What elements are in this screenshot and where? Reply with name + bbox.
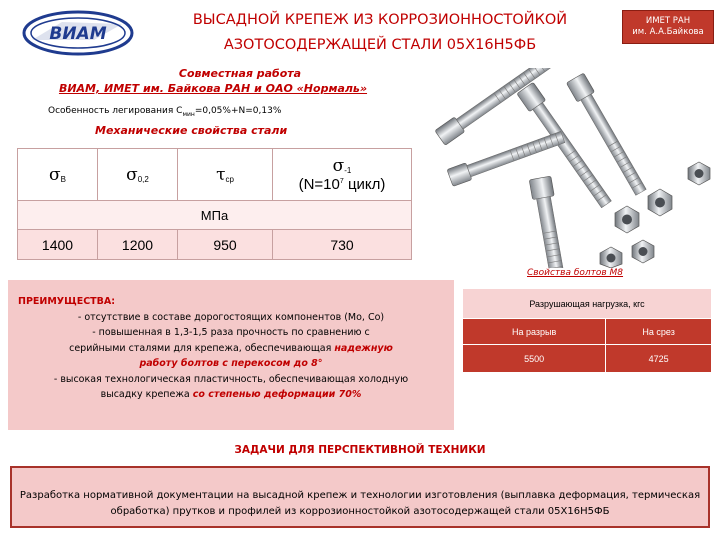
title-line-1: ВЫСАДНОЙ КРЕПЕЖ ИЗ КОРРОЗИОННОСТОЙКОЙ xyxy=(192,12,568,28)
advantage-line-5: - высокая технологическая пластичность, обеспечивающая холодную xyxy=(53,373,409,385)
bolts-photo xyxy=(420,68,720,268)
org-badge xyxy=(622,10,714,44)
tasks-text: Разработка нормативной документации на высадной крепеж и технологии изготовления (выплавка деформация, термическая обработка) прутков и профилей из коррозионностойкой азотосодержащей стали 05Х16Н5ФБ xyxy=(19,490,701,517)
breaking-load-table xyxy=(462,288,712,373)
advantages-title: ПРЕИМУЩЕСТВА: xyxy=(18,296,116,307)
value-sigma-02: 1200 xyxy=(98,230,178,260)
mech-properties-title: Механические свойства стали xyxy=(95,124,288,137)
org-line-1: ИМЕТ РАН xyxy=(645,16,691,26)
advantage-line-2: - повышенная в 1,3-1,5 раза прочность по сравнению с xyxy=(92,327,370,338)
advantages-box xyxy=(8,280,454,430)
load-value-shear: 4725 xyxy=(606,345,712,373)
table-header-row xyxy=(18,149,412,201)
alloy-sub: мин xyxy=(182,110,195,118)
load-col-tension: На разрыв xyxy=(463,319,606,345)
header-tau-sr: $\tau_{ср}$ xyxy=(178,149,273,201)
logo-text: ВИАМ xyxy=(49,24,107,44)
table-values-row xyxy=(18,230,412,260)
advantage-line-1: - отсутствие в составе дорогостоящих компонентов (Mo, Co) xyxy=(77,311,385,323)
alloy-prefix: Особенность легирования С xyxy=(48,106,183,116)
value-sigma-b: 1400 xyxy=(18,230,98,260)
mech-properties-table xyxy=(17,148,412,260)
load-columns-row xyxy=(463,319,712,345)
joint-work-partners: ВИАМ, ИМЕТ им. Байкова РАН и ОАО «Нормаль» xyxy=(58,82,368,95)
load-header-row xyxy=(463,289,712,319)
nut-1 xyxy=(615,206,639,233)
viam-logo xyxy=(22,10,134,56)
tasks-box xyxy=(10,466,710,528)
title-line-2: АЗОТОСОДЕРЖАЩЕЙ СТАЛИ 05Х16Н5ФБ xyxy=(223,37,537,53)
header-sigma-b: $\sigma_В$ xyxy=(18,149,98,201)
tasks-title: ЗАДАЧИ ДЛЯ ПЕРСПЕКТИВНОЙ ТЕХНИКИ xyxy=(234,444,486,456)
alloy-note xyxy=(48,106,281,118)
org-line-2: им. А.А.Байкова xyxy=(632,27,704,37)
value-sigma-minus-1: 730 xyxy=(273,230,412,260)
table-unit-row xyxy=(18,201,412,230)
load-col-shear: На срез xyxy=(606,319,712,345)
load-header: Разрушающая нагрузка, кгс xyxy=(463,289,712,319)
advantage-line-6: высадку крепежа со степенью деформации 70% xyxy=(100,389,362,400)
load-value-tension: 5500 xyxy=(463,345,606,373)
advantage-line-4: работу болтов с перекосом до 8° xyxy=(139,358,323,369)
bolts-caption: Свойства болтов М8 xyxy=(527,268,624,278)
header-sigma-02: $\sigma_{0,2}$ xyxy=(98,149,178,201)
header-sigma-minus-1: $\sigma_{-1}$ ($N=10^7$ цикл) xyxy=(273,149,412,201)
advantage-line-3: серийными сталями для крепежа, обеспечивающая надежную xyxy=(69,342,393,354)
page-title xyxy=(150,8,610,58)
load-values-row xyxy=(463,345,712,373)
alloy-suffix: =0,05%+N=0,13% xyxy=(194,106,282,116)
value-tau-sr: 950 xyxy=(178,230,273,260)
joint-work-title: Совместная работа xyxy=(178,67,302,80)
unit-cell: МПа xyxy=(18,201,412,230)
